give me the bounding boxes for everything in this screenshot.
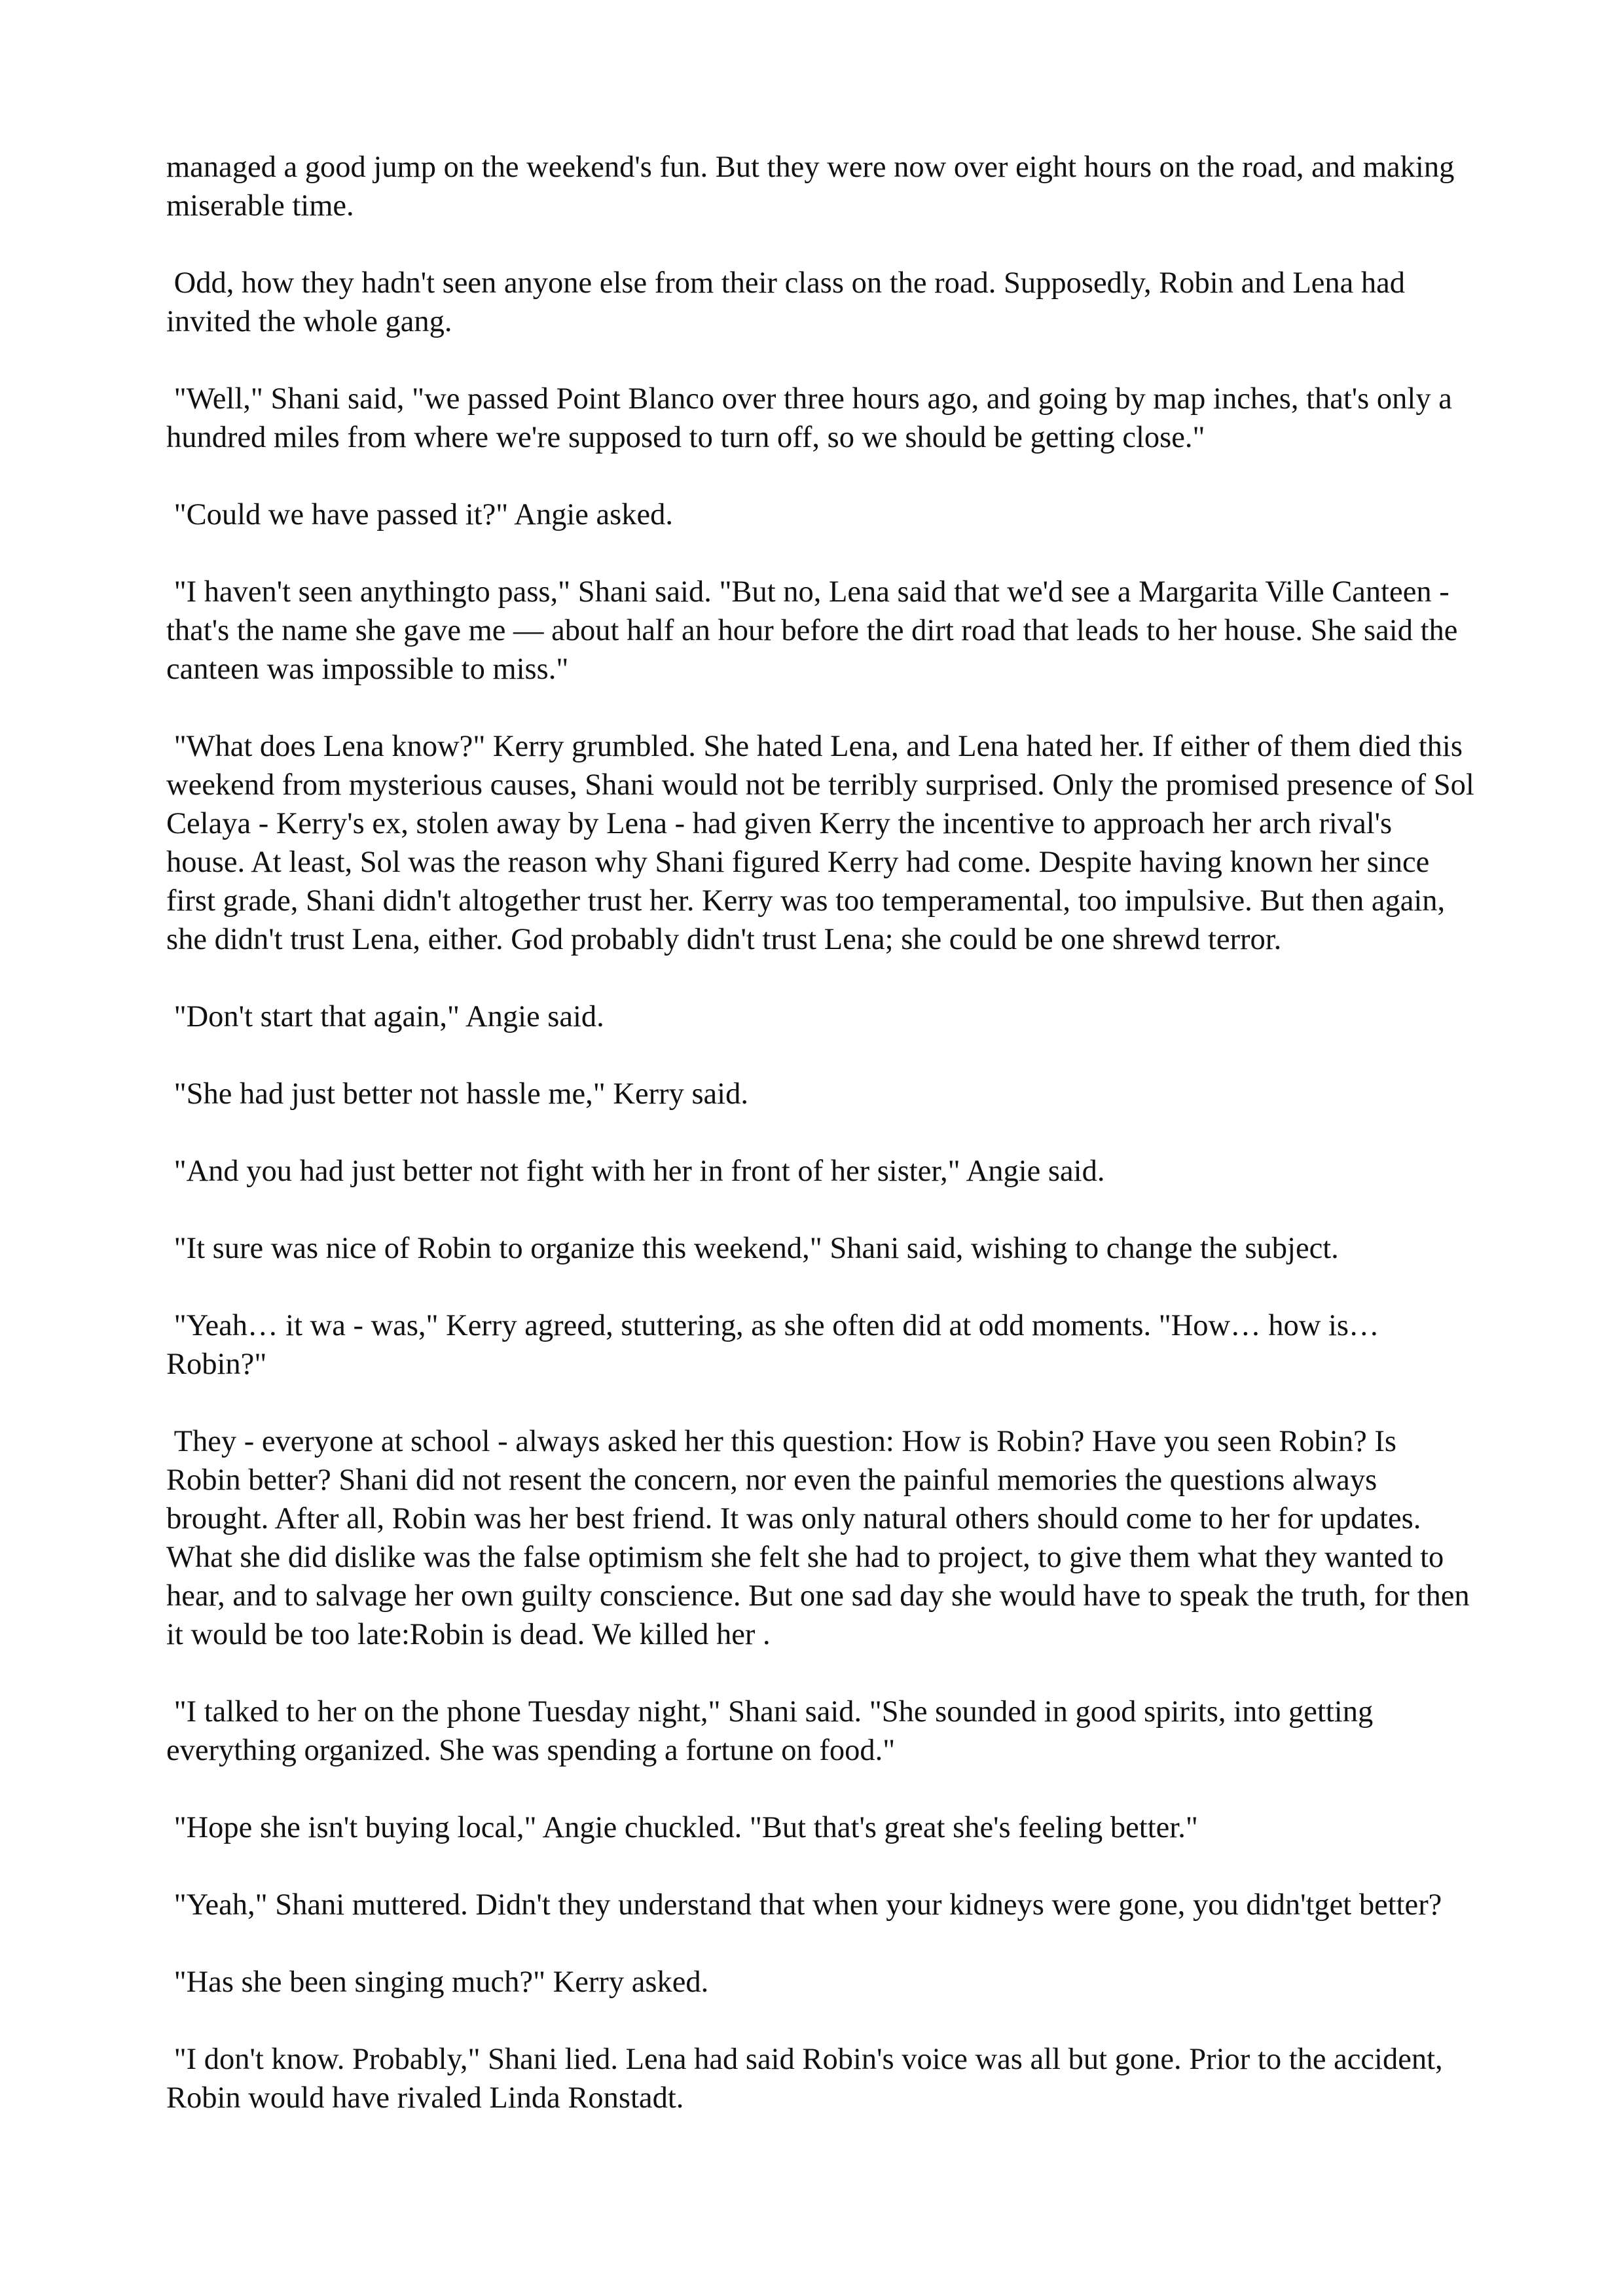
- paragraph-16: "Has she been singing much?" Kerry asked.: [166, 1965, 709, 1999]
- paragraph-5: "I haven't seen anythingto pass," Shani said. "But no, Lena said that we'd see a Margarita Ville Canteen - that's the name she gave me — about half an hour before the dirt road that leads to her house. She said the canteen was impossible to miss.": [166, 575, 1466, 686]
- paragraph-1: managed a good jump on the weekend's fun. But they were now over eight hours on the road, and making miserable time.: [166, 151, 1462, 223]
- paragraph-7: "Don't start that again," Angie said.: [166, 1000, 604, 1033]
- paragraph-6: "What does Lena know?" Kerry grumbled. She hated Lena, and Lena hated her. If either of them died this weekend from mysterious causes, Shani would not be terribly surprised. Only the promised presence of Sol Celaya - Kerry's ex, stolen away by Lena - had given Kerry the incentive to approach her arch rival's house. At least, Sol was the reason why Shani figured Kerry had come. Despite having known her since first grade, Shani didn't altogether trust her. Kerry was too temperamental, too impulsive. But then again, she didn't trust Lena, either. God probably didn't trust Lena; she could be one shrewd terror.: [166, 730, 1482, 956]
- document-page: [166, 148, 1482, 2117]
- paragraph-17: "I don't know. Probably," Shani lied. Lena had said Robin's voice was all but gone. Prior to the accident, Robin would have rivaled Linda Ronstadt.: [166, 2043, 1451, 2115]
- paragraph-13: "I talked to her on the phone Tuesday night," Shani said. "She sounded in good spirits, into getting everything organized. She was spending a fortune on food.": [166, 1695, 1381, 1767]
- paragraph-9: "And you had just better not fight with her in front of her sister," Angie said.: [166, 1155, 1105, 1188]
- paragraph-8: "She had just better not hassle me," Kerry said.: [166, 1077, 748, 1111]
- paragraph-4: "Could we have passed it?" Angie asked.: [166, 498, 674, 531]
- paragraph-12: They - everyone at school - always asked her this question: How is Robin? Have you seen Robin? Is Robin better? Shani did not resent the concern, nor even the painful memories the questions always brought. After all, Robin was her best friend. It was only natural others should come to her for updates. What she did dislike was the false optimism she felt she had to project, to give them what they wanted to hear, and to salvage her own guilty conscience. But one sad day she would have to speak the truth, for then it would be too late:Robin is dead. We killed her .: [166, 1425, 1478, 1651]
- paragraph-15: "Yeah," Shani muttered. Didn't they understand that when your kidneys were gone, you didn'tget better?: [166, 1888, 1442, 1922]
- paragraph-10: "It sure was nice of Robin to organize this weekend," Shani said, wishing to change the subject.: [166, 1232, 1339, 1265]
- paragraph-14: "Hope she isn't buying local," Angie chuckled. "But that's great she's feeling better.": [166, 1811, 1198, 1844]
- paragraph-11: "Yeah… it wa - was," Kerry agreed, stuttering, as she often did at odd moments. "How… how is… Robin?": [166, 1309, 1387, 1381]
- paragraph-2: Odd, how they hadn't seen anyone else from their class on the road. Supposedly, Robin and Lena had invited the whole gang.: [166, 266, 1413, 338]
- paragraph-3: "Well," Shani said, "we passed Point Blanco over three hours ago, and going by map inches, that's only a hundred miles from where we're supposed to turn off, so we should be getting close.": [166, 382, 1460, 454]
